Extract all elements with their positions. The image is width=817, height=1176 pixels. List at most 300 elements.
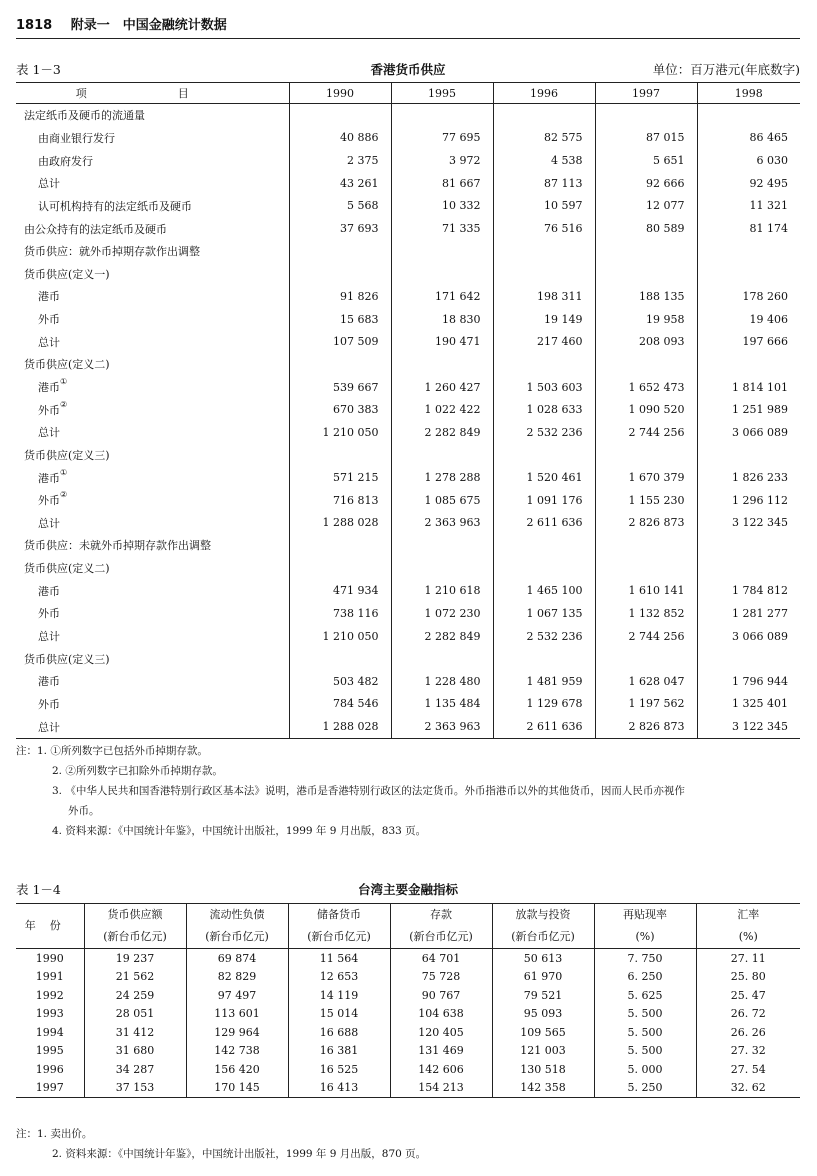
table-row (16, 986, 800, 1005)
value-cell: 50 613 (492, 949, 594, 968)
row-label-text: 总计 (38, 630, 60, 644)
value-cell: 1 325 401 (697, 693, 800, 716)
table-row (16, 1023, 800, 1042)
row-label-text: 总计 (38, 516, 60, 530)
table1-number: 表 1－3 (16, 62, 61, 77)
value-cell: 208 093 (595, 330, 697, 353)
hk-money-supply-table (16, 82, 800, 739)
value-cell: 27. 54 (696, 1060, 800, 1079)
value-cell: 1 028 633 (493, 398, 595, 421)
value-cell: 1 072 230 (391, 602, 493, 625)
value-cell: 27. 32 (696, 1042, 800, 1061)
column-unit: (新台币亿元) (205, 930, 269, 943)
row-label-text: 货币供应(定义二) (24, 562, 110, 576)
value-cell: 171 642 (391, 285, 493, 308)
value-cell: 87 015 (595, 127, 697, 150)
value-cell: 11 321 (697, 195, 800, 218)
row-label (16, 240, 289, 263)
table-row (16, 557, 800, 580)
row-label (16, 444, 289, 467)
value-cell (595, 647, 697, 670)
column-name: 汇率 (737, 908, 760, 921)
value-cell: 5. 625 (594, 986, 696, 1005)
value-cell: 1 155 230 (595, 489, 697, 512)
row-label-text: 货币供应(定义三) (24, 652, 110, 666)
value-cell (391, 262, 493, 285)
column-header-year: 1997 (595, 83, 697, 104)
value-cell (391, 534, 493, 557)
row-label (16, 625, 289, 648)
column-header-year: 1998 (697, 83, 800, 104)
row-label (16, 308, 289, 331)
value-cell: 14 119 (288, 986, 390, 1005)
value-cell: 1 520 461 (493, 466, 595, 489)
table-row (16, 172, 800, 195)
value-cell: 178 260 (697, 285, 800, 308)
value-cell: 784 546 (289, 693, 391, 716)
value-cell: 1 210 618 (391, 579, 493, 602)
value-cell: 43 261 (289, 172, 391, 195)
row-label (16, 398, 289, 421)
value-cell: 64 701 (390, 949, 492, 968)
table2-number: 表 1－4 (16, 882, 61, 897)
value-cell: 1 210 050 (289, 625, 391, 648)
value-cell (391, 444, 493, 467)
note-line: 4. 资料来源：《中国统计年鉴》，中国统计出版社，1999 年 9 月出版，833 页。 (52, 825, 427, 837)
row-label-text: 货币供应(定义二) (24, 358, 110, 372)
value-cell: 31 412 (84, 1023, 186, 1042)
value-cell: 5. 000 (594, 1060, 696, 1079)
value-cell: 471 934 (289, 579, 391, 602)
table-row (16, 217, 800, 240)
table-row (16, 466, 800, 489)
row-label (16, 534, 289, 557)
value-cell: 2 744 256 (595, 625, 697, 648)
value-cell: 6 030 (697, 149, 800, 172)
value-cell (391, 240, 493, 263)
value-cell: 107 509 (289, 330, 391, 353)
column-name: 年份 (24, 919, 75, 932)
column-unit: (新台币亿元) (103, 930, 167, 943)
value-cell (595, 557, 697, 580)
row-label-text: 认可机构持有的法定纸币及硬币 (38, 199, 192, 213)
row-label-text: 法定纸币及硬币的流通量 (24, 109, 145, 123)
column-name: 储备货币 (317, 908, 361, 921)
year-cell: 1990 (35, 951, 64, 965)
running-header (16, 14, 227, 33)
column-unit: (新台币亿元) (511, 930, 575, 943)
value-cell: 95 093 (492, 1005, 594, 1024)
value-cell: 1 826 233 (697, 466, 800, 489)
row-label-text: 货币供应：未就外币掉期存款作出调整 (24, 539, 211, 553)
table-row (16, 195, 800, 218)
year-cell: 1994 (35, 1025, 64, 1039)
value-cell: 19 406 (697, 308, 800, 331)
footnote-mark: ② (60, 490, 68, 500)
note-line: 注：1. ①所列数字已包括外币掉期存款。 (16, 745, 208, 757)
value-cell: 716 813 (289, 489, 391, 512)
column-name: 再贴现率 (623, 908, 667, 921)
value-cell (391, 647, 493, 670)
column-name: 放款与投资 (515, 908, 571, 921)
value-cell: 31 680 (84, 1042, 186, 1061)
value-cell: 1 652 473 (595, 376, 697, 399)
row-label-text: 货币供应(定义三) (24, 448, 110, 462)
value-cell: 2 282 849 (391, 625, 493, 648)
value-cell (595, 104, 697, 127)
value-cell (289, 444, 391, 467)
value-cell: 10 597 (493, 195, 595, 218)
row-label-text: 由商业银行发行 (38, 131, 115, 145)
value-cell (493, 557, 595, 580)
value-cell: 19 958 (595, 308, 697, 331)
row-label-text: 总计 (38, 426, 60, 440)
value-cell: 1 022 422 (391, 398, 493, 421)
value-cell (391, 557, 493, 580)
value-cell: 217 460 (493, 330, 595, 353)
value-cell (595, 240, 697, 263)
value-cell: 27. 11 (696, 949, 800, 968)
value-cell (391, 104, 493, 127)
table-row (16, 579, 800, 602)
value-cell: 2 744 256 (595, 421, 697, 444)
value-cell (697, 444, 800, 467)
value-cell: 1 296 112 (697, 489, 800, 512)
value-cell: 86 465 (697, 127, 800, 150)
table-row (16, 949, 800, 968)
value-cell: 71 335 (391, 217, 493, 240)
value-cell: 97 497 (186, 986, 288, 1005)
value-cell: 113 601 (186, 1005, 288, 1024)
value-cell: 1 281 277 (697, 602, 800, 625)
table-row (16, 670, 800, 693)
value-cell: 1 278 288 (391, 466, 493, 489)
value-cell: 87 113 (493, 172, 595, 195)
table1-title: 香港货币供应 (370, 62, 446, 77)
row-label-text: 港币 (38, 381, 60, 394)
value-cell: 5. 500 (594, 1023, 696, 1042)
value-cell: 1 085 675 (391, 489, 493, 512)
header-rule (16, 38, 800, 39)
value-cell (595, 444, 697, 467)
note-line: 2. 资料来源：《中国统计年鉴》，中国统计出版社，1999 年 9 月出版，870 页。 (52, 1148, 427, 1160)
table-row (16, 715, 800, 738)
value-cell: 16 381 (288, 1042, 390, 1061)
value-cell: 1 260 427 (391, 376, 493, 399)
row-label-text: 外币 (38, 313, 60, 327)
value-cell: 5. 500 (594, 1005, 696, 1024)
row-label (16, 602, 289, 625)
value-cell: 81 174 (697, 217, 800, 240)
value-cell: 5 568 (289, 195, 391, 218)
value-cell: 26. 26 (696, 1023, 800, 1042)
column-header-item: 项 目 (16, 83, 289, 104)
footnote-mark: ① (60, 377, 68, 386)
value-cell: 738 116 (289, 602, 391, 625)
row-label (16, 715, 289, 738)
value-cell (289, 647, 391, 670)
value-cell: 1 481 959 (493, 670, 595, 693)
table-row (16, 308, 800, 331)
value-cell: 120 405 (390, 1023, 492, 1042)
value-cell: 11 564 (288, 949, 390, 968)
value-cell: 1 796 944 (697, 670, 800, 693)
value-cell (697, 262, 800, 285)
row-label (16, 421, 289, 444)
column-header (492, 904, 594, 949)
column-name: 存款 (430, 908, 452, 921)
table-row (16, 444, 800, 467)
value-cell: 37 153 (84, 1079, 186, 1098)
table-row (16, 512, 800, 535)
note-line: 3. 《中华人民共和国香港特别行政区基本法》说明，港币是香港特别行政区的法定货币。外币指港币以外的其他货币，因而人民币亦视作 (52, 785, 685, 797)
row-label-text: 总计 (38, 720, 60, 734)
table-row (16, 353, 800, 376)
value-cell: 7. 750 (594, 949, 696, 968)
value-cell: 3 122 345 (697, 512, 800, 535)
column-header (186, 904, 288, 949)
value-cell: 142 606 (390, 1060, 492, 1079)
value-cell: 130 518 (492, 1060, 594, 1079)
value-cell: 1 503 603 (493, 376, 595, 399)
table-row (16, 1042, 800, 1061)
value-cell: 26. 72 (696, 1005, 800, 1024)
value-cell (697, 534, 800, 557)
value-cell: 1 784 812 (697, 579, 800, 602)
value-cell: 1 210 050 (289, 421, 391, 444)
value-cell: 34 287 (84, 1060, 186, 1079)
column-header (390, 904, 492, 949)
value-cell (595, 353, 697, 376)
value-cell: 77 695 (391, 127, 493, 150)
value-cell (697, 353, 800, 376)
column-header (594, 904, 696, 949)
value-cell: 121 003 (492, 1042, 594, 1061)
value-cell: 1 067 135 (493, 602, 595, 625)
value-cell: 170 145 (186, 1079, 288, 1098)
value-cell: 3 066 089 (697, 421, 800, 444)
value-cell: 82 829 (186, 968, 288, 987)
column-header-year: 1995 (391, 83, 493, 104)
value-cell: 10 332 (391, 195, 493, 218)
value-cell: 21 562 (84, 968, 186, 987)
value-cell: 92 666 (595, 172, 697, 195)
year-cell: 1991 (35, 970, 64, 984)
row-label (16, 693, 289, 716)
value-cell (493, 262, 595, 285)
column-unit: (新台币亿元) (409, 930, 473, 943)
value-cell: 1 670 379 (595, 466, 697, 489)
value-cell: 1 628 047 (595, 670, 697, 693)
row-label (16, 557, 289, 580)
section-title: 附录一 中国金融统计数据 (70, 18, 227, 33)
value-cell: 1 288 028 (289, 512, 391, 535)
table-row (16, 968, 800, 987)
value-cell (289, 557, 391, 580)
column-header-year: 1996 (493, 83, 595, 104)
value-cell: 28 051 (84, 1005, 186, 1024)
value-cell (289, 534, 391, 557)
value-cell (289, 240, 391, 263)
page-number: 1818 (16, 18, 53, 33)
note-line: 外币。 (68, 805, 100, 817)
value-cell: 1 814 101 (697, 376, 800, 399)
year-cell: 1993 (35, 1007, 64, 1021)
column-header (288, 904, 390, 949)
value-cell: 12 077 (595, 195, 697, 218)
value-cell: 1 610 141 (595, 579, 697, 602)
value-cell: 2 532 236 (493, 421, 595, 444)
value-cell: 16 688 (288, 1023, 390, 1042)
value-cell: 2 363 963 (391, 512, 493, 535)
value-cell: 1 228 480 (391, 670, 493, 693)
value-cell: 18 830 (391, 308, 493, 331)
column-name: 货币供应额 (107, 908, 163, 921)
value-cell: 503 482 (289, 670, 391, 693)
table-row (16, 330, 800, 353)
value-cell: 79 521 (492, 986, 594, 1005)
value-cell: 3 972 (391, 149, 493, 172)
value-cell: 131 469 (390, 1042, 492, 1061)
row-label-text: 港币 (38, 471, 60, 485)
value-cell: 3 122 345 (697, 715, 800, 738)
footnote-mark: ① (60, 467, 68, 477)
value-cell: 190 471 (391, 330, 493, 353)
row-label (16, 217, 289, 240)
column-header (84, 904, 186, 949)
value-cell: 81 667 (391, 172, 493, 195)
year-cell: 1997 (16, 1079, 84, 1098)
table-row (16, 127, 800, 150)
value-cell: 109 565 (492, 1023, 594, 1042)
column-unit: (%) (738, 930, 758, 943)
row-label (16, 127, 289, 150)
row-label-text: 港币 (38, 584, 60, 598)
value-cell: 197 666 (697, 330, 800, 353)
year-cell: 1992 (35, 988, 64, 1002)
table-row (16, 1060, 800, 1079)
value-cell: 2 826 873 (595, 512, 697, 535)
value-cell: 154 213 (390, 1079, 492, 1098)
value-cell: 1 465 100 (493, 579, 595, 602)
value-cell: 32. 62 (696, 1079, 800, 1098)
year-cell: 1995 (35, 1044, 64, 1058)
table-row (16, 602, 800, 625)
table-row (16, 421, 800, 444)
value-cell: 5. 500 (594, 1042, 696, 1061)
row-label-text: 外币 (38, 697, 60, 711)
row-label-text: 外币 (38, 403, 60, 417)
value-cell: 2 611 636 (493, 715, 595, 738)
value-cell: 12 653 (288, 968, 390, 987)
value-cell (697, 104, 800, 127)
table2-notes (16, 1124, 800, 1164)
table-row (16, 104, 800, 127)
value-cell: 539 667 (289, 376, 391, 399)
value-cell (595, 534, 697, 557)
year-cell: 1996 (35, 1062, 64, 1076)
value-cell: 1 091 176 (493, 489, 595, 512)
table-row (16, 534, 800, 557)
footnote-mark: ② (60, 399, 68, 409)
column-header (16, 904, 84, 949)
table-row (16, 262, 800, 285)
row-label-text: 总计 (38, 335, 60, 349)
row-label (16, 285, 289, 308)
row-label (16, 262, 289, 285)
value-cell: 90 767 (390, 986, 492, 1005)
column-header-year: 1990 (289, 83, 391, 104)
value-cell (493, 647, 595, 670)
value-cell (697, 647, 800, 670)
value-cell: 1 135 484 (391, 693, 493, 716)
value-cell: 19 237 (84, 949, 186, 968)
column-header (696, 904, 800, 949)
table-row (16, 1079, 800, 1098)
value-cell: 1 129 678 (493, 693, 595, 716)
value-cell: 188 135 (595, 285, 697, 308)
note-line: 2. ②所列数字已扣除外币掉期存款。 (52, 765, 223, 777)
value-cell: 571 215 (289, 466, 391, 489)
value-cell: 24 259 (84, 986, 186, 1005)
column-unit: (%) (635, 930, 655, 943)
value-cell: 2 611 636 (493, 512, 595, 535)
row-label (16, 647, 289, 670)
table-row (16, 489, 800, 512)
value-cell: 2 826 873 (595, 715, 697, 738)
value-cell (289, 262, 391, 285)
row-label (16, 466, 289, 489)
value-cell: 4 538 (493, 149, 595, 172)
value-cell: 92 495 (697, 172, 800, 195)
value-cell: 5 651 (595, 149, 697, 172)
value-cell: 142 358 (492, 1079, 594, 1098)
value-cell (595, 262, 697, 285)
table-row (16, 285, 800, 308)
value-cell: 670 383 (289, 398, 391, 421)
row-label (16, 195, 289, 218)
table-row (16, 240, 800, 263)
value-cell: 82 575 (493, 127, 595, 150)
value-cell: 2 363 963 (391, 715, 493, 738)
value-cell (289, 353, 391, 376)
value-cell: 1 251 989 (697, 398, 800, 421)
row-label (16, 172, 289, 195)
table-row (16, 376, 800, 399)
value-cell: 3 066 089 (697, 625, 800, 648)
row-label-text: 由公众持有的法定纸币及硬币 (24, 222, 167, 236)
value-cell: 1 090 520 (595, 398, 697, 421)
table-row (16, 1005, 800, 1024)
value-cell: 61 970 (492, 968, 594, 987)
row-label (16, 104, 289, 127)
row-label (16, 489, 289, 512)
row-label (16, 353, 289, 376)
row-label-text: 由政府发行 (38, 154, 93, 168)
row-label-text: 货币供应(定义一) (24, 267, 110, 281)
value-cell (493, 534, 595, 557)
value-cell: 1 288 028 (289, 715, 391, 738)
value-cell: 1 132 852 (595, 602, 697, 625)
value-cell: 76 516 (493, 217, 595, 240)
value-cell (697, 557, 800, 580)
row-label (16, 330, 289, 353)
table-row (16, 693, 800, 716)
value-cell: 15 683 (289, 308, 391, 331)
value-cell (391, 353, 493, 376)
value-cell: 19 149 (493, 308, 595, 331)
table-row (16, 647, 800, 670)
